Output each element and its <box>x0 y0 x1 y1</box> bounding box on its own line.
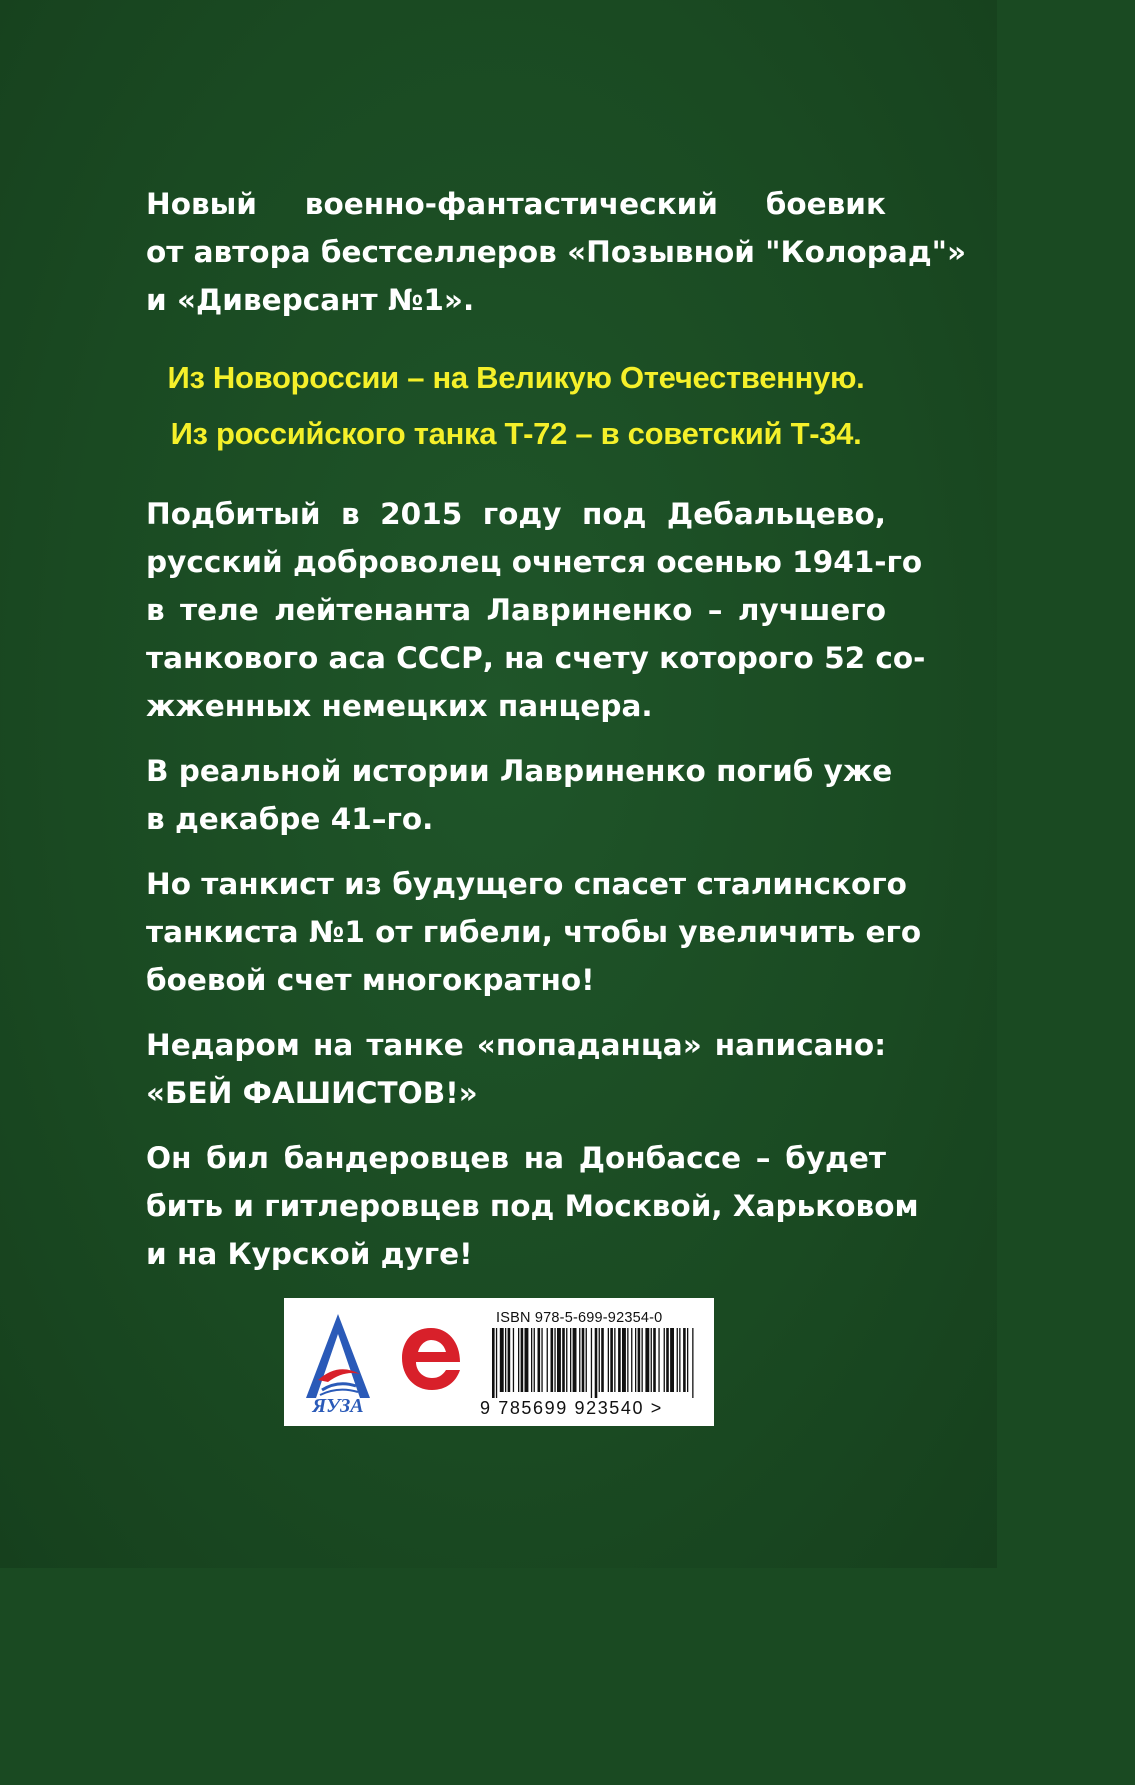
history-line: в декабре 41–го. <box>146 802 434 836</box>
barcode-panel <box>284 1298 714 1426</box>
slogan-line: «БЕЙ ФАШИСТОВ!» <box>146 1076 478 1110</box>
eksmo-logo-icon <box>398 1324 464 1394</box>
intro-paragraph <box>146 180 967 324</box>
yauza-logo-icon <box>298 1310 378 1416</box>
story-line: в теле лейтенанта Лавриненко – лучшего <box>146 593 886 627</box>
yauza-logo-text: ЯУЗА <box>312 1395 364 1416</box>
history-paragraph <box>146 747 893 843</box>
rescue-paragraph <box>146 860 922 1004</box>
rescue-line: боевой счет многократно! <box>146 963 595 997</box>
story-line: жженных немецких панцера. <box>146 689 653 723</box>
intro-line: Новый военно-фантастический боевик <box>146 187 886 221</box>
highlight-line: Из российского танка Т-72 – в советский Т-34. <box>170 416 862 451</box>
closing-paragraph <box>146 1134 919 1278</box>
intro-line: и «Диверсант №1». <box>146 283 475 317</box>
barcode-icon <box>490 1328 700 1398</box>
story-line: Подбитый в 2015 году под Дебальцево, <box>146 497 886 531</box>
highlight-line: Из Новороссии – на Великую Отечественную. <box>167 360 865 395</box>
story-line: русский доброволец очнется осенью 1941-го <box>146 545 923 579</box>
slogan-line: Недаром на танке «попаданца» написано: <box>146 1028 886 1062</box>
closing-line: Он бил бандеровцев на Донбассе – будет <box>146 1141 886 1175</box>
story-line: танкового аса СССР, на счету которого 52 со- <box>146 641 926 675</box>
highlight-block <box>146 350 886 462</box>
rescue-line: танкиста №1 от гибели, чтобы увеличить его <box>146 915 922 949</box>
slogan-paragraph <box>146 1021 886 1117</box>
isbn-label: ISBN 978-5-699-92354-0 <box>496 1310 663 1326</box>
rescue-line: Но танкист из будущего спасет сталинского <box>146 867 907 901</box>
closing-line: бить и гитлеровцев под Москвой, Харьковом <box>146 1189 919 1223</box>
history-line: В реальной истории Лавриненко погиб уже <box>146 754 893 788</box>
intro-line: от автора бестселлеров «Позывной "Колорад"» <box>146 235 967 269</box>
story-paragraph <box>146 490 926 730</box>
blurb-column <box>146 180 967 1295</box>
closing-line: и на Курской дуге! <box>146 1237 473 1271</box>
ean-digits: 9 785699 923540 > <box>480 1398 663 1418</box>
